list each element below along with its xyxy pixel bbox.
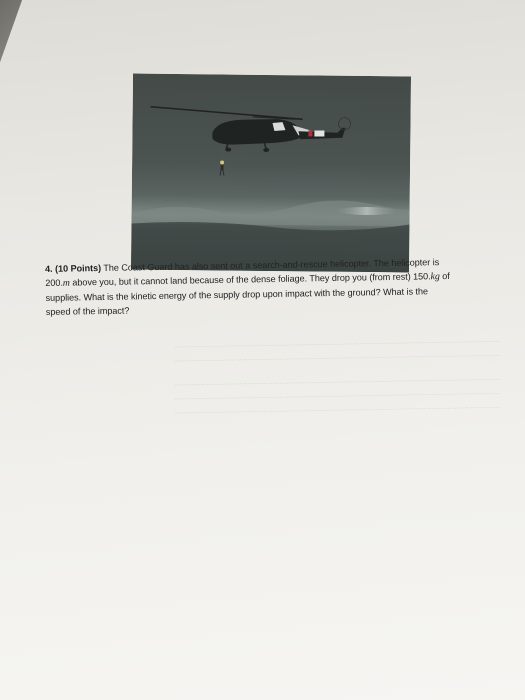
mass-unit: kg bbox=[430, 271, 440, 283]
tail-red-stripe bbox=[308, 130, 312, 136]
tail-stripe bbox=[314, 130, 324, 136]
question-line-3: supplies. What is the kinetic energy of the supply drop upon impact with the ground? What is the bbox=[45, 286, 429, 303]
question-number: 4. (10 Points) bbox=[45, 263, 102, 274]
show-through-text-3: ~~~~~~~~~~~~~~~~~~~~~~~~~~~~~~~~~~~~~~~~~~~~~~~~~~~~~~~~~~~~~~ bbox=[174, 374, 501, 391]
show-through-text-5: ~~~~~~~~~~~~~~~~~~~~~~~~~~~~~~~~~~~~~~~~~~~~~~~~~~~~~~~~~~~~~~ bbox=[174, 402, 501, 419]
show-through-text-4: ~~~~~~~~~~~~~~~~~~~~~~~~~~~~~~~~~~~~~~~~~~~~~~~~~~~~~~~~~~~~~~ bbox=[174, 388, 501, 405]
height-value: 200. bbox=[45, 277, 63, 288]
show-through-text-1: ~~~~~~~~~~~~~~~~~~~~~~~~~~~~~~~~~~~~~~~~~~~~~~~~~~~~~~~~~~~~~~ bbox=[174, 336, 501, 353]
question-line-4: speed of the impact? bbox=[45, 305, 130, 317]
question-text-1: The Coast Guard has also sent out a search-and-rescue helicopter. The helicopter is bbox=[103, 257, 440, 273]
show-through-text-2: ~~~~~~~~~~~~~~~~~~~~~~~~~~~~~~~~~~~~~~~~~~~~~~~~~~~~~~~~~~~~~~ bbox=[174, 350, 501, 367]
question-text-2: above you, but it cannot land because of the dense foliage. They drop you (from rest) 150. bbox=[69, 271, 431, 288]
question-4 bbox=[45, 254, 496, 319]
question-text-2-end: of bbox=[439, 270, 450, 282]
helicopter-rescue-photo bbox=[131, 74, 411, 273]
height-unit: m bbox=[62, 277, 70, 289]
